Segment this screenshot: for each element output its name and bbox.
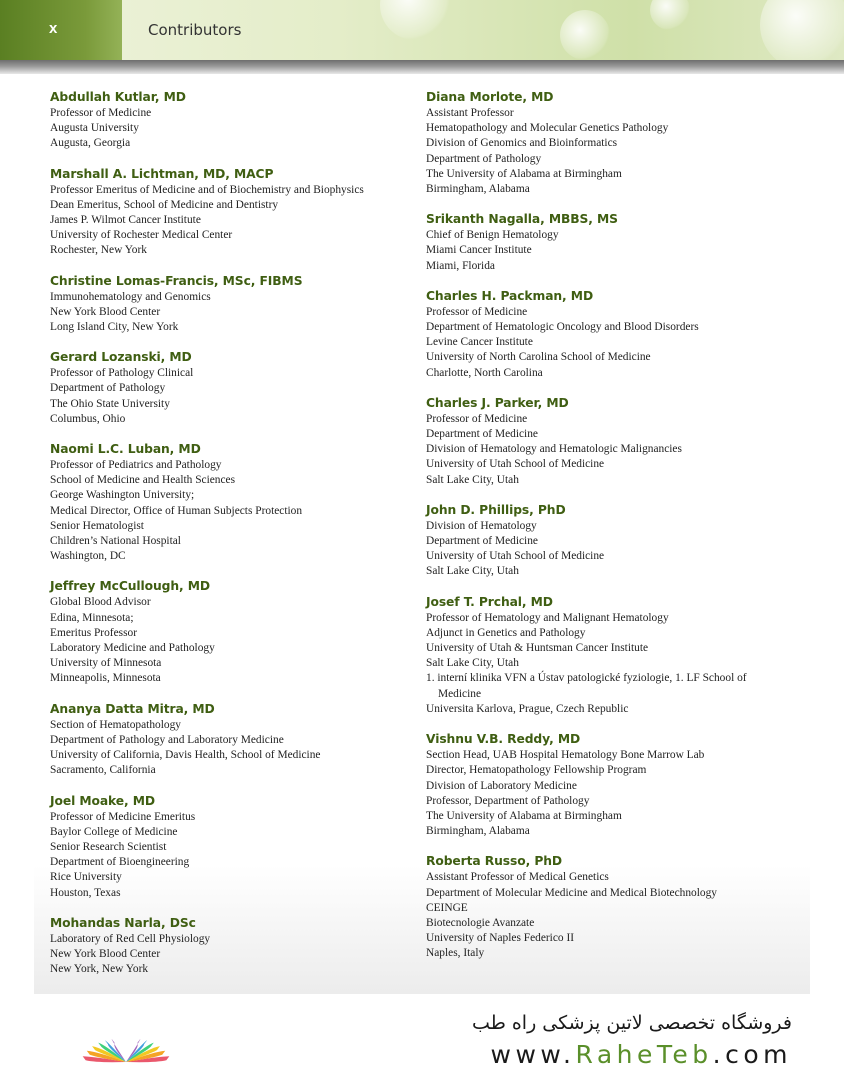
affiliation-line: Birmingham, Alabama <box>426 183 530 196</box>
contributor-name: Srikanth Nagalla, MBBS, MS <box>426 212 618 227</box>
affiliation-line: University of Utah & Huntsman Cancer Institute <box>426 642 649 655</box>
affiliation-line: Minneapolis, Minnesota <box>50 672 161 685</box>
affiliation-line: Edina, Minnesota; <box>50 611 134 624</box>
affiliation-line: University of North Carolina School of Medicine <box>426 351 651 364</box>
affiliation-line: University of Utah School of Medicine <box>426 550 605 563</box>
affiliation-line: Division of Genomics and Bioinformatics <box>426 137 618 150</box>
contributor-name: Gerard Lozanski, MD <box>50 350 192 365</box>
affiliation-line: Immunohematology and Genomics <box>50 290 211 303</box>
affiliation-line: Medical Director, Office of Human Subjects Protection <box>50 504 303 517</box>
contributor-entry <box>50 273 410 336</box>
right-column <box>426 89 796 976</box>
affiliation-line: Department of Molecular Medicine and Medical Biotechnology <box>426 886 718 899</box>
affiliation-line: Augusta University <box>50 122 139 135</box>
contributor-entry <box>50 441 410 564</box>
affiliation-line: University of California, Davis Health, School of Medicine <box>50 749 321 762</box>
contributor-entry <box>50 349 410 427</box>
decorative-bubble <box>760 0 844 60</box>
contributor-entry <box>426 502 796 580</box>
affiliation-line: Salt Lake City, Utah <box>426 657 519 670</box>
contributor-name: Roberta Russo, PhD <box>426 854 563 869</box>
contributor-name: Charles H. Packman, MD <box>426 288 594 303</box>
affiliation-line: Laboratory of Red Cell Physiology <box>50 932 211 945</box>
contributor-name: Naomi L.C. Luban, MD <box>50 442 201 457</box>
url-brand-teb: Teb <box>656 1040 713 1069</box>
decorative-bubble <box>560 10 610 60</box>
contributor-name: John D. Phillips, PhD <box>426 502 566 517</box>
contributor-name: Marshall A. Lichtman, MD, MACP <box>50 166 274 181</box>
contributor-name: Josef T. Prchal, MD <box>426 594 553 609</box>
contributor-name: Mohandas Narla, DSc <box>50 915 196 930</box>
affiliation-line: Sacramento, California <box>50 764 156 777</box>
affiliation-line: Long Island City, New York <box>50 321 179 334</box>
affiliation-line: Department of Pathology and Laboratory Medicine <box>50 733 284 746</box>
contributor-name: Ananya Datta Mitra, MD <box>50 701 215 716</box>
contributor-entry <box>426 89 796 197</box>
contributor-entry <box>50 793 410 901</box>
affiliation-line: Professor of Medicine <box>426 305 528 318</box>
affiliation-line: Division of Hematology and Hematologic Malignancies <box>426 443 682 456</box>
shop-url[interactable] <box>491 1040 793 1069</box>
affiliation-line: Professor, Department of Pathology <box>426 794 590 807</box>
affiliation-line: Department of Medicine <box>426 428 538 441</box>
page-number-box <box>0 0 122 60</box>
contributor-entry <box>426 211 796 274</box>
affiliation-line: New York Blood Center <box>50 305 161 318</box>
decorative-bubble <box>650 0 690 30</box>
affiliation-line: Director, Hematopathology Fellowship Program <box>426 764 647 777</box>
contributor-entry <box>426 288 796 381</box>
affiliation-line: Augusta, Georgia <box>50 137 131 150</box>
affiliation-line: Assistant Professor of Medical Genetics <box>426 871 609 884</box>
shop-name: فروشگاه تخصصی لاتین پزشکی راه طب <box>472 1012 792 1034</box>
contributor-name: Christine Lomas-Francis, MSc, FIBMS <box>50 273 303 288</box>
affiliation-line: Emeritus Professor <box>50 626 137 639</box>
affiliation-line: 1. interní klinika VFN a Ústav patologické fyziologie, 1. LF School of <box>426 672 747 685</box>
affiliation-line: Department of Pathology <box>426 152 542 165</box>
affiliation-line: Houston, Texas <box>50 886 121 899</box>
affiliation-line: Adjunct in Genetics and Pathology <box>426 626 586 639</box>
affiliation-line: Global Blood Advisor <box>50 596 151 609</box>
affiliation-line: University of Rochester Medical Center <box>50 229 233 242</box>
affiliation-line: Professor of Hematology and Malignant Hematology <box>426 611 669 624</box>
affiliation-line: George Washington University; <box>50 489 195 502</box>
contributor-entry <box>426 731 796 839</box>
decorative-bubble <box>380 0 450 40</box>
affiliation-line: Levine Cancer Institute <box>426 336 533 349</box>
affiliation-line: School of Medicine and Health Sciences <box>50 474 236 487</box>
url-brand-rahe: Rahe <box>575 1040 657 1069</box>
affiliation-line: Department of Pathology <box>50 382 166 395</box>
affiliation-line: Rochester, New York <box>50 244 147 257</box>
affiliation-line: Miami Cancer Institute <box>426 244 532 257</box>
affiliation-line: Washington, DC <box>50 550 126 563</box>
contributor-name: Joel Moake, MD <box>50 793 156 808</box>
affiliation-line: Professor of Pathology Clinical <box>50 367 194 380</box>
affiliation-line: James P. Wilmot Cancer Institute <box>50 214 201 227</box>
contributor-entry <box>50 578 410 686</box>
affiliation-line: Professor of Pediatrics and Pathology <box>50 459 222 472</box>
affiliation-line: The University of Alabama at Birmingham <box>426 809 622 822</box>
affiliation-line: Birmingham, Alabama <box>426 825 530 838</box>
url-prefix: www. <box>490 1040 576 1069</box>
affiliation-line: Division of Laboratory Medicine <box>426 779 577 792</box>
affiliation-line: University of Naples Federico II <box>426 932 575 945</box>
contributor-name: Abdullah Kutlar, MD <box>50 90 186 104</box>
affiliation-line: Senior Research Scientist <box>50 840 167 853</box>
contributor-name: Charles J. Parker, MD <box>426 395 569 410</box>
affiliation-line: New York Blood Center <box>50 947 161 960</box>
affiliation-line: Rice University <box>50 871 122 884</box>
contributor-entry <box>50 89 410 152</box>
contributor-name: Diana Morlote, MD <box>426 90 554 104</box>
affiliation-line: Baylor College of Medicine <box>50 825 178 838</box>
affiliation-line: Naples, Italy <box>426 947 485 960</box>
left-column <box>50 89 410 991</box>
contributors-content <box>34 74 810 994</box>
affiliation-line: Professor Emeritus of Medicine and of Biochemistry and Biophysics <box>50 183 364 196</box>
url-suffix: .com <box>712 1040 792 1069</box>
affiliation-line: Hematopathology and Molecular Genetics Pathology <box>426 122 669 135</box>
affiliation-line: Division of Hematology <box>426 519 537 532</box>
affiliation-line: Salt Lake City, Utah <box>426 473 519 486</box>
affiliation-line: Dean Emeritus, School of Medicine and Dentistry <box>50 198 279 211</box>
affiliation-line: Senior Hematologist <box>50 519 144 532</box>
affiliation-line: Children’s National Hospital <box>50 535 181 548</box>
contributor-entry <box>50 166 410 259</box>
contributor-entry <box>426 853 796 961</box>
affiliation-line: The University of Alabama at Birmingham <box>426 167 622 180</box>
footer <box>0 994 844 1080</box>
affiliation-line: Miami, Florida <box>426 259 495 272</box>
contributor-entry <box>426 395 796 488</box>
affiliation-line: The Ohio State University <box>50 397 170 410</box>
affiliation-line: Section Head, UAB Hospital Hematology Bone Marrow Lab <box>426 749 705 762</box>
affiliation-line: Medicine <box>438 687 482 700</box>
affiliation-line: Biotecnologie Avanzate <box>426 916 535 929</box>
affiliation-line: Charlotte, North Carolina <box>426 366 543 379</box>
page-number: x <box>49 20 58 37</box>
affiliation-line: University of Utah School of Medicine <box>426 458 605 471</box>
affiliation-line: New York, New York <box>50 963 149 976</box>
affiliation-line: Assistant Professor <box>426 107 514 119</box>
contributor-entry <box>426 594 796 717</box>
contributor-name: Jeffrey McCullough, MD <box>50 579 211 594</box>
header-divider <box>0 60 844 74</box>
affiliation-line: Professor of Medicine <box>426 412 528 425</box>
affiliation-line: Department of Medicine <box>426 535 538 548</box>
affiliation-line: Department of Hematologic Oncology and Blood Disorders <box>426 321 699 334</box>
affiliation-line: Professor of Medicine Emeritus <box>50 810 196 823</box>
contributor-entry <box>50 701 410 779</box>
affiliation-line: Universita Karlova, Prague, Czech Republic <box>426 702 629 715</box>
affiliation-line: Section of Hematopathology <box>50 718 181 731</box>
affiliation-line: Department of Bioengineering <box>50 856 190 869</box>
page-header <box>0 0 844 60</box>
affiliation-line: Professor of Medicine <box>50 107 152 119</box>
affiliation-line: Columbus, Ohio <box>50 412 126 425</box>
affiliation-line: Salt Lake City, Utah <box>426 565 519 578</box>
affiliation-line: University of Minnesota <box>50 657 162 670</box>
contributor-name: Vishnu V.B. Reddy, MD <box>426 732 581 747</box>
affiliation-line: Laboratory Medicine and Pathology <box>50 642 215 655</box>
affiliation-line: Chief of Benign Hematology <box>426 229 559 242</box>
section-title: Contributors <box>148 21 242 39</box>
book-logo-icon <box>78 1004 174 1068</box>
contributor-entry <box>50 915 410 978</box>
affiliation-line: CEINGE <box>426 901 468 914</box>
